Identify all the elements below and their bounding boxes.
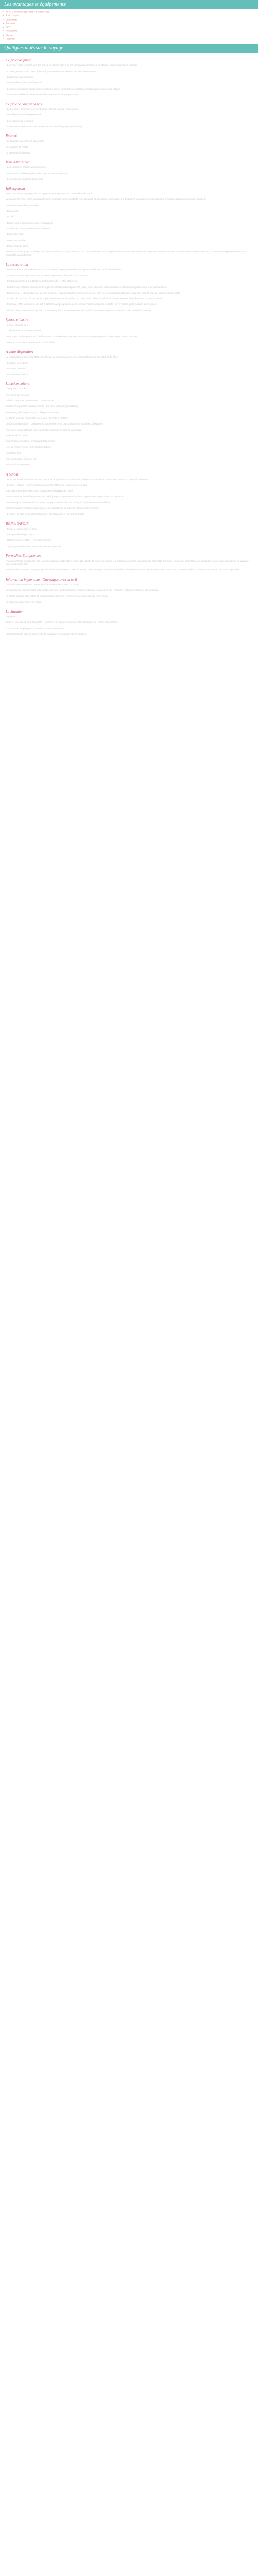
section-paragraph: - Plus proche village : 500m	[6, 533, 35, 536]
section-title: La restauration	[6, 262, 28, 267]
section-paragraph: - Les excursions et visites	[6, 119, 33, 122]
section-paragraph: Le prix peut varier à la réservation.	[6, 600, 42, 603]
section-paragraph: Espagne :	[6, 615, 17, 618]
section-paragraph: - L'assurance assistance rapatriement et annulation bagages (en option).	[6, 125, 83, 128]
section-paragraph: - Petit déjeuner de 8 h à 10h30 au restaurant buffet « Mar Méditerra »	[6, 280, 79, 283]
section-title: Vous Allez Aimer	[6, 160, 30, 165]
section-title: BON A SAVOIR	[6, 521, 29, 526]
section-title: Résumé	[6, 134, 17, 139]
section-body	[0, 324, 258, 344]
feature-item: ● Restaurant	[3, 29, 258, 33]
section-paragraph: Situé en face du joli port Cala d'Or, l'Hôtel est à 5 minutes du centre-ville. L'aéroport de Palma est à 60 km.	[6, 621, 118, 624]
section-paragraph: Frais de dépôt : 100€	[6, 434, 28, 437]
page-root	[0, 0, 258, 636]
section-paragraph: - Carafes et d'eau du robinetterie et d'eau,	[6, 227, 50, 230]
section-body	[0, 268, 258, 312]
section-paragraph: Détendez-vous dans notre solarium ensoleillé !	[6, 341, 55, 344]
section-paragraph: - D'un salon,	[6, 210, 19, 213]
section-paragraph: - Collation de 10h30 à 12h au bar de la piscine (restauration rapide, thé, café, jus et boissons rafraîchissantes, sélection de pâtisseries et de sandwiches).	[6, 285, 167, 289]
section-paragraph: - Les lits - enfants - seront appliqués pour les enfants de 2 à moins de 12 ans.	[6, 483, 88, 486]
sections-container	[0, 58, 258, 636]
section-paragraph: - Les chambres propres et spacieuses	[6, 166, 46, 169]
section-paragraph: - La taxe de solidarité et la taxe d'embarquement de 2€ par personne.	[6, 93, 79, 96]
section-paragraph: Franchise non modifiable : une franchise appliquée en cas de dommage	[6, 428, 82, 431]
section-paragraph: - Le restaurant « Mar Mediterraneo » propose une large gamme de petits plats et cuisine sous forme de buffet.	[6, 268, 122, 271]
section-paragraph: - La situation de l'hôtel, près de la plage et des commerces	[6, 172, 68, 175]
section-body	[0, 140, 258, 155]
section-paragraph: Pour toute réservation : franchise totale incluse	[6, 440, 55, 443]
section-body	[0, 583, 258, 604]
section-paragraph: - Plage la plus proche : 100m	[6, 527, 37, 530]
section-paragraph: Âge conducteur : min. 21 ans	[6, 457, 37, 460]
section-body	[0, 64, 258, 96]
section-body	[0, 355, 258, 376]
section-paragraph: À proximité : les plages, commerces, bars et restaurants.	[6, 626, 66, 630]
section-paragraph: Dépôt non déductible : l'utilisation de la carte de crédit du conducteur principal est obligatoire	[6, 422, 103, 426]
section-paragraph: Les prix des prestations sont susceptibles de varier en fonction de la réglementation en vigueur et des variations, notamment du prix du carburant.	[6, 589, 159, 592]
section-body	[0, 166, 258, 181]
section-paragraph: Kilométrage illimité (Assurance obligatoire incluse)	[6, 411, 59, 414]
section-paragraph: Idéalement situé pour découvrir l'île de Majorque, ses criques et ses villages.	[6, 632, 87, 635]
section-paragraph: - Les chambres familiales peuvent accueillir jusqu'à 4 personnes, les lits d'appoint sont disponibles sur demande.	[6, 495, 124, 498]
feature-item: ● RER	[3, 26, 258, 29]
section-paragraph: Catégorie A - Kyoko	[6, 387, 27, 391]
section-body	[0, 387, 258, 466]
section-paragraph: Les tarifs des prestations ne sont pas inclus dans le contenu du forfait.	[6, 583, 80, 586]
section-paragraph: - Dîner au « Mar Méditerra » de 19h à 22h30 (sauf programme de la formule Tout Inclus) avec un buffet ouvert et des plats cuisinés sur le pouce.	[6, 303, 158, 306]
section-paragraph: - Bureau d'excursions	[6, 373, 29, 376]
section-paragraph: Tout séjour peut être interrompu ou annulé à l'initiative de l'hôtel.	[6, 489, 73, 493]
section-paragraph: Vous aurez le choix entre un appartement 1 chambre avec possibilité (sur demande et en sus de réservation) 1 lit d'appoint, un appartement 2 chambres. Tous les appartements sont équipés :	[6, 198, 206, 201]
section-paragraph: Service : Le nettoyage et le linge fourni par semaine, en tant que frais TTC. Les serviettes sont changées deux fois par semaine et les draps une fois par semaine. Les serviettes de piscine et des couvertures supplémentaires sont disponibles gratuitement.	[6, 250, 246, 257]
section-paragraph: Les chambres propres et spacieuses	[6, 140, 45, 143]
section-paragraph: - Les repas et boissons non mentionnés dans la formule Tout compris,	[6, 108, 79, 111]
section-paragraph: - Typologie de clientèle : Principalement européenne	[6, 545, 61, 548]
section-title: Sports et loisirs	[6, 318, 28, 323]
feature-item: ● Parkings	[3, 37, 258, 41]
section-body	[0, 560, 258, 572]
section-paragraph: Les vins et autres spiritueux sont en vente auprès de la formule « Tout Inclus ».	[6, 274, 89, 277]
features-header: Les avantages et équipements	[0, 0, 258, 9]
features-list	[0, 10, 258, 41]
section-body	[0, 615, 258, 636]
feature-item: ● Piscine	[3, 33, 258, 37]
section-paragraph: Le Hospitalet est ouvert à 24h/24 et prévient de nombreux services et informations sur les activités de l'île :	[6, 355, 118, 359]
section-paragraph: - D'une salle de bains.	[6, 244, 29, 247]
section-paragraph: - Les dépenses d'ordre personnel,	[6, 113, 42, 116]
section-title: La Situation	[6, 609, 24, 614]
section-paragraph: Dépôt de garantie : franchise avec carte de crédit : 1 000 €	[6, 416, 68, 419]
feature-item: ● Chambres	[3, 18, 258, 22]
section-paragraph: Prix total : 80€	[6, 451, 21, 454]
section-title: À Savoir	[6, 472, 19, 477]
section-paragraph: - 1 hôtel-disposé de :	[6, 324, 28, 327]
section-body	[0, 478, 258, 516]
feature-item: ● Tout compris	[3, 14, 258, 18]
section-title: Information importante : Ouvoyages avec la tarif	[6, 577, 77, 582]
section-paragraph: - Les vols réguliers opérés par les lignes aériennes citées ou les compagnies membres de l'alliance, taxes d'aéroport incluses	[6, 64, 138, 67]
section-title: Formalités Européennes	[6, 553, 41, 558]
section-paragraph: Les locations de voiture entre 3 et 6 jours se récupèrent et se restituent à l'hôtel. Les locations 7 jours sont prises en charge à l'aéroport.	[6, 478, 149, 481]
section-body	[0, 192, 258, 257]
section-body	[0, 528, 258, 548]
section-paragraph: - D'une TV satellite,	[6, 239, 26, 242]
section-paragraph: - L'hébergement sur la base de la catégorie de chambre retenue lors de la réservation,	[6, 70, 97, 73]
section-paragraph: - D'un balcon ou d'une terrasse,	[6, 204, 39, 207]
section-paragraph: - Le personnel souriant et à l'écoute	[6, 177, 43, 180]
section-paragraph: Les tarifs affichés dépendent de la disponibilité aérienne et hôtelière au moment de la réservation.	[6, 595, 109, 598]
section-paragraph: - D'une cuisine américaine avec réfrigérateur,	[6, 221, 54, 224]
feature-item: ● Transfert	[3, 22, 258, 25]
section-paragraph: Information importante : Voyages pour les enfants mineurs, la carte d'identité ou le passeport et l'autorisation de sortie de territoire (AST) est obligatoire. Pour toute autre nationalité, contacter le consulat dont vous dépendez.	[6, 568, 240, 571]
section-paragraph: - Déjeuner au « Mar Méditerra » de 13h à 15h au restaurant buffet (boissons incluses : vins, bières, boissons gazeuses, eau, thé, café et chocolat chaud, jus de fruits).	[6, 291, 181, 294]
section-title: Location voiture	[6, 382, 30, 386]
section-paragraph: Validité du permis de conduire : 1 an minimum	[6, 399, 55, 402]
section-paragraph: Entre Los Mares et plages de 143 appartements spacieux et confortables de 52m²	[6, 192, 92, 195]
section-paragraph: La situation de l'hôtel	[6, 145, 28, 148]
section-title: Ce prix ne comprend pas	[6, 102, 42, 107]
section-paragraph: Avant de l'entrée espagnole (UE), la carte nationale d'identité en cours de validité de moins de 10 ans est suffisante pour les voyageurs de nationalité française. Si la carte d'identité a été prolongée, nous vous conseillons de voyager avec votre passeport.	[6, 559, 249, 566]
section-paragraph: - Location de vélos	[6, 367, 26, 370]
section-paragraph: Pour les dîners thématiques (3 fois par semaine), le code vestimentaire de la soirée est demandé (tenue correcte ou de la soirée à thème).	[6, 309, 152, 312]
section-paragraph: - Du wifi,	[6, 215, 15, 218]
section-paragraph: - Les transferts aéroport / hôtel A/R,	[6, 81, 43, 84]
section-title: À votre disposition	[6, 350, 33, 354]
section-paragraph: - La formule Tout compris,	[6, 75, 34, 78]
trip-header: Quelques mots sur le voyage	[0, 44, 258, 53]
section-paragraph: - Les taxes aériennes sont comprises dans le prix et pourront être sujettes à modification jusqu'à votre départ,	[6, 87, 121, 90]
section-paragraph: Âge minimum : 21 ans	[6, 393, 29, 396]
section-paragraph: - Goûter de 16h30 à 18h au bar de la piscine (restauration rapide, thé, café, jus et boissons rafraîchissantes, sélection de pâtisseries et de sandwichs).	[6, 297, 164, 300]
section-body	[0, 108, 258, 128]
section-paragraph: La personnel à l'écoute	[6, 151, 30, 154]
section-paragraph: En fonction des conditions climatiques, les installations et services peuvent être modifiés.	[6, 507, 100, 510]
section-paragraph: - D'un coffre-fort,	[6, 233, 24, 236]
section-title: Ce prix comprend	[6, 58, 32, 63]
section-paragraph: - Le dîner de gala du 24 et 31 décembre est obligatoire et payant sur place.	[6, 513, 85, 516]
section-paragraph: Supplément pour les conducteurs de - 23 ans : 10€/jour (conducteur)	[6, 405, 78, 408]
section-paragraph: - 2 piscines dont une pour enfants,	[6, 329, 42, 332]
section-paragraph: - Location de voitures	[6, 361, 28, 364]
section-paragraph: Taxe de séjour : environ 2€ par nuit et par personne de plus de 16 ans, à régler directement à l'hôtel.	[6, 501, 111, 504]
section-paragraph: Prix total des véhicules	[6, 463, 30, 466]
section-paragraph: - Hôtel conseillé : 400m - Aéroport : 20 min	[6, 539, 51, 542]
section-title: Hébergement	[6, 187, 25, 191]
feature-item: ● Wi-Fi ⊙ inclusive (et Paris n°1 acteur ville)	[3, 10, 258, 14]
section-paragraph: - Des grand jardins propices à la détente et à la relaxation, avec des transats et parasols près de la piscine et dans la verdure.	[6, 335, 138, 338]
section-paragraph: Lieu de retour : selon votre point de départ	[6, 446, 51, 449]
